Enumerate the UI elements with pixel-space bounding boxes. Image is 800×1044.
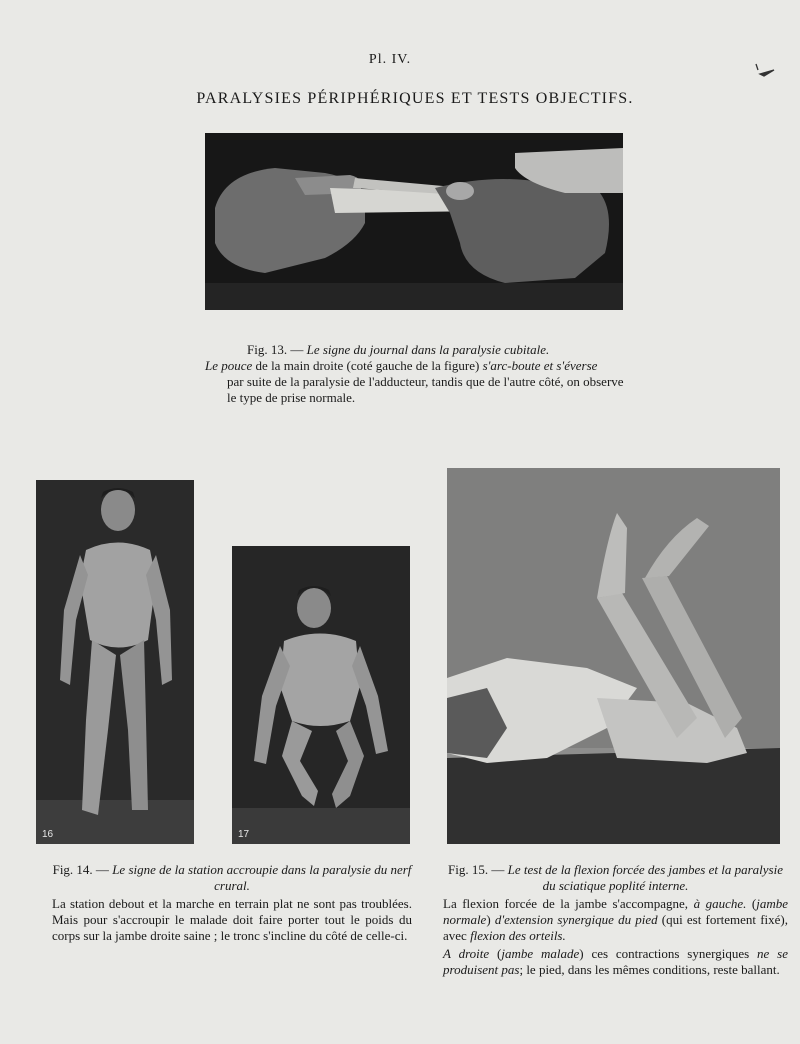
- photo-hands-newspaper: [205, 133, 623, 310]
- f15-p1-i3: d'extension synergique du pied: [494, 912, 658, 927]
- caption-fig13-prefix: Fig. 13. —: [247, 342, 307, 357]
- caption-fig13-title: [205, 342, 635, 358]
- margin-mark: [752, 62, 778, 84]
- caption-fig15-p1: [443, 896, 788, 944]
- caption-fig15-italic: Le test de la flexion forcée des jambes et la paralysie du sciatique poplité interne.: [507, 862, 783, 893]
- f15-p1-t4: (qui est fortement fixé), avec: [443, 912, 788, 943]
- caption-fig13-body-i1: Le pouce: [205, 358, 253, 373]
- f15-p1-i1: à gauche.: [693, 896, 747, 911]
- f15-p2-t3: ; le pied, dans les mêmes conditions, reste ballant.: [519, 962, 780, 977]
- plate-label: Pl. IV.: [368, 52, 412, 67]
- f15-p2-t2: ) ces contractions synergiques: [579, 946, 758, 961]
- caption-fig13-body-i2: s'arc-boute et s'éverse: [482, 358, 598, 373]
- f15-p1-i2: jambe normale: [443, 896, 788, 927]
- f15-p1-t2: (: [746, 896, 757, 911]
- f15-p1-t3: ): [486, 912, 495, 927]
- photo-crouching-man: [232, 546, 410, 844]
- caption-fig13: [205, 342, 635, 406]
- caption-fig14-title: [52, 862, 412, 894]
- caption-fig14-italic: Le signe de la station accroupie dans la paralysie du nerf crural.: [112, 862, 412, 893]
- caption-fig15: [443, 862, 788, 978]
- f15-p1-i4: flexion des orteils.: [470, 928, 566, 943]
- photo-number-17: 17: [238, 829, 250, 840]
- caption-fig15-title: [443, 862, 788, 894]
- caption-fig13-body-t1: de la main droite (coté gauche de la figure): [252, 358, 483, 373]
- photo-standing-man: [36, 480, 194, 844]
- caption-fig15-prefix: Fig. 15. —: [448, 862, 508, 877]
- caption-fig13-body-t2: par suite de la paralysie de l'adducteur, tandis que de l'autre côté, on observe le type de prise normale.: [227, 374, 624, 405]
- f15-p2-t1: (: [489, 946, 502, 961]
- photo-flexed-legs: [447, 468, 780, 844]
- caption-fig15-p2: [443, 946, 788, 978]
- caption-fig14-body: La station debout et la marche en terrain plat ne sont pas troublées. Mais pour s'accroupir le malade doit faire porter tout le poids du corps sur la jambe droite saine ; le tronc s'incline du côté de celle-ci.: [52, 896, 412, 943]
- caption-fig14-prefix: Fig. 14. —: [52, 862, 113, 877]
- caption-fig13-italic: Le signe du journal dans la paralysie cubitale.: [306, 342, 550, 357]
- f15-p2-i1: A droite: [443, 946, 490, 961]
- f15-p2-i3: ne se produisent pas: [443, 946, 788, 977]
- f15-p1-t1: La flexion forcée de la jambe s'accompagne,: [443, 896, 694, 911]
- caption-fig13-body: [205, 358, 635, 406]
- f15-p2-i2: jambe malade: [501, 946, 580, 961]
- caption-fig14: [52, 862, 412, 944]
- photo-number-16: 16: [42, 829, 54, 840]
- plate-title: PARALYSIES PÉRIPHÉRIQUES ET TESTS OBJECTIFS.: [196, 90, 634, 107]
